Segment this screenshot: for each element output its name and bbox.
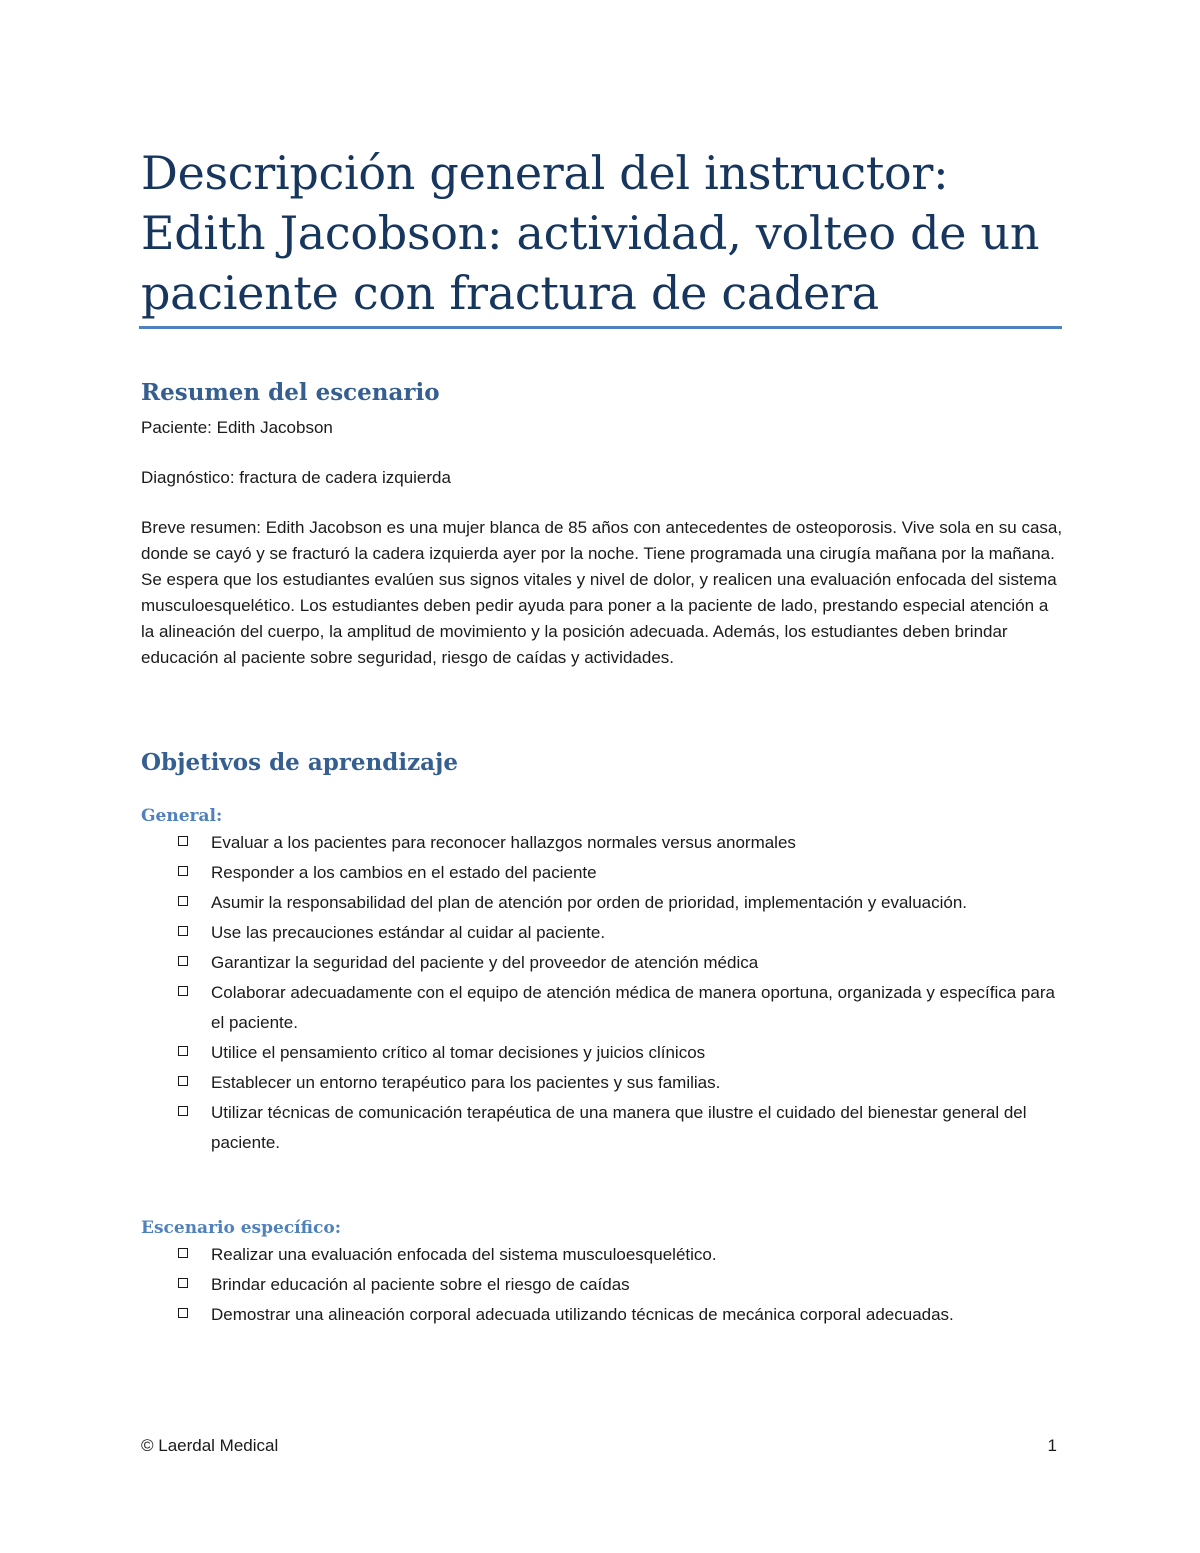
objective-text: Realizar una evaluación enfocada del sistema musculoesquelético.	[211, 1245, 717, 1264]
footer-page-number: 1	[1047, 1436, 1057, 1455]
title-underline	[139, 326, 1062, 329]
scenario-summary-section	[141, 378, 1071, 408]
general-objectives-list	[141, 828, 1071, 1158]
objective-item	[141, 858, 1071, 888]
specific-objectives-list	[141, 1240, 1071, 1330]
checkbox-icon	[178, 866, 188, 876]
checkbox-icon	[178, 986, 188, 996]
checkbox-icon	[178, 1046, 188, 1056]
objective-item	[141, 1098, 1071, 1158]
objective-text: Establecer un entorno terapéutico para los pacientes y sus familias.	[211, 1073, 721, 1092]
objective-item	[141, 1038, 1071, 1068]
objective-item	[141, 918, 1071, 948]
objective-text: Utilice el pensamiento crítico al tomar decisiones y juicios clínicos	[211, 1043, 706, 1062]
learning-objectives-heading: Objetivos de aprendizaje	[141, 749, 459, 776]
checkbox-icon	[178, 896, 188, 906]
checkbox-icon	[178, 1308, 188, 1318]
checkbox-icon	[178, 1248, 188, 1258]
brief-summary-block	[141, 515, 1066, 671]
objective-item	[141, 888, 1071, 918]
objective-item	[141, 828, 1071, 858]
objective-text: Asumir la responsabilidad del plan de atención por orden de prioridad, implementación y evaluación.	[211, 893, 968, 912]
objective-text: Brindar educación al paciente sobre el riesgo de caídas	[211, 1275, 630, 1294]
footer-copyright: © Laerdal Medical	[141, 1436, 279, 1455]
objective-text: Utilizar técnicas de comunicación terapéutica de una manera que ilustre el cuidado del bienestar general del paciente.	[211, 1103, 1027, 1152]
objective-text: Demostrar una alineación corporal adecuada utilizando técnicas de mecánica corporal adecuadas.	[211, 1305, 954, 1324]
learning-objectives-section	[141, 748, 1071, 778]
scenario-summary-heading: Resumen del escenario	[141, 379, 440, 406]
objective-item	[141, 1240, 1071, 1270]
objective-text: Evaluar a los pacientes para reconocer hallazgos normales versus anormales	[211, 833, 796, 852]
objective-text: Use las precauciones estándar al cuidar al paciente.	[211, 923, 606, 942]
checkbox-icon	[178, 1076, 188, 1086]
diagnosis-line: Diagnóstico: fractura de cadera izquierda	[141, 468, 451, 487]
checkbox-icon	[178, 836, 188, 846]
objective-item	[141, 1300, 1071, 1330]
objective-item	[141, 1270, 1071, 1300]
specific-objectives-heading: Escenario específico:	[141, 1218, 341, 1238]
objective-text: Colaborar adecuadamente con el equipo de atención médica de manera oportuna, organizada y específica para el paciente.	[211, 983, 1055, 1032]
patient-line: Paciente: Edith Jacobson	[141, 418, 333, 437]
checkbox-icon	[178, 1106, 188, 1116]
specific-objectives	[141, 1216, 1071, 1330]
general-objectives-heading: General:	[141, 806, 223, 826]
objective-text: Garantizar la seguridad del paciente y del proveedor de atención médica	[211, 953, 759, 972]
objective-text: Responder a los cambios en el estado del paciente	[211, 863, 597, 882]
diagnosis-line-block	[141, 465, 1066, 491]
checkbox-icon	[178, 956, 188, 966]
general-objectives	[141, 804, 1071, 1158]
checkbox-icon	[178, 1278, 188, 1288]
objective-item	[141, 1068, 1071, 1098]
patient-line-block	[141, 415, 1066, 441]
objective-item	[141, 978, 1071, 1038]
brief-summary: Breve resumen: Edith Jacobson es una mujer blanca de 85 años con antecedentes de osteoporosis. Vive sola en su casa, donde se cayó y se fracturó la cadera izquierda ayer por la noche. Tiene programada una cirugía mañana por la mañana. Se espera que los estudiantes evalúen sus signos vitales y nivel de dolor, y realicen una evaluación enfocada del sistema musculoesquelético. Los estudiantes deben pedir ayuda para poner a la paciente de lado, prestando especial atención a la alineación del cuerpo, la amplitud de movimiento y la posición adecuada. Además, los estudiantes deben brindar educación al paciente sobre seguridad, riesgo de caídas y actividades.	[141, 518, 1063, 667]
checkbox-icon	[178, 926, 188, 936]
document-title: Descripción general del instructor: Edith Jacobson: actividad, volteo de un paciente con fractura de cadera	[141, 146, 1040, 320]
objective-item	[141, 948, 1071, 978]
